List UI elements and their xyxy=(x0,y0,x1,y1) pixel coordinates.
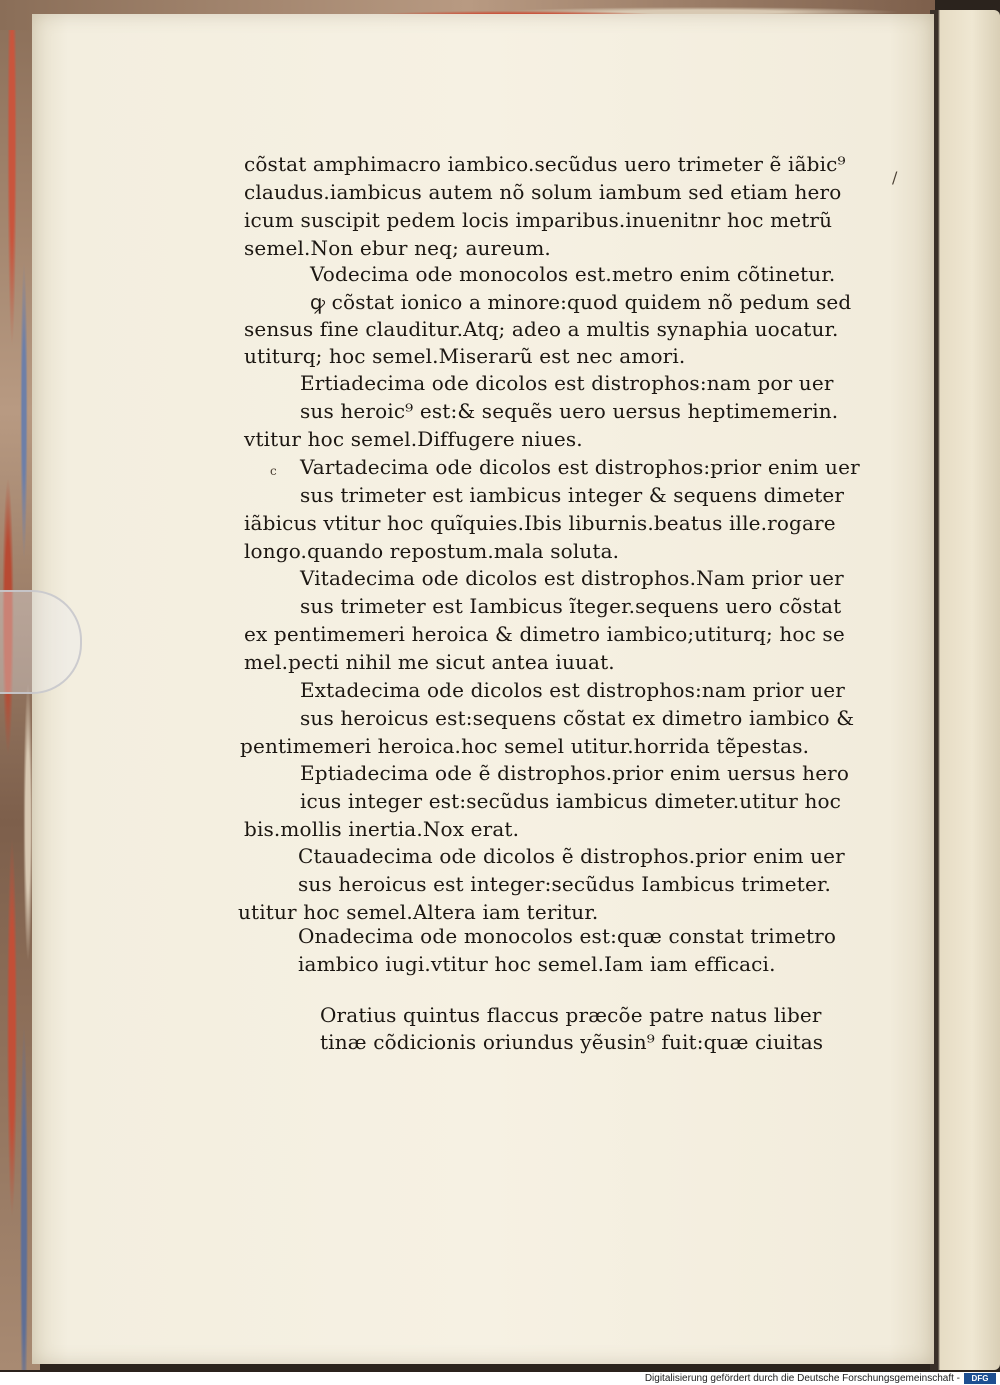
text-line: utitur hoc semel.Altera iam teritur. xyxy=(238,900,599,924)
text-line: Extadecima ode dicolos est distrophos:nam prior uer xyxy=(300,678,845,702)
text-line: Ertiadecima ode dicolos est distrophos:nam por uer xyxy=(300,371,834,395)
text-line: claudus.iambicus autem nõ solum iambum sed etiam hero xyxy=(244,180,842,204)
text-line: sus heroicus est integer:secũdus Iambicus trimeter. xyxy=(298,872,831,896)
dfg-logo: DFG xyxy=(964,1373,996,1384)
text-line: tinæ cõdicionis oriundus yẽusin⁹ fuit:quæ ciuitas xyxy=(320,1030,824,1054)
text-line: Onadecima ode monocolos est:quæ constat trimetro xyxy=(298,924,837,948)
text-line: iãbicus vtitur hoc quĩquies.Ibis liburnis.beatus ille.rogare xyxy=(244,511,836,535)
text-line: Vitadecima ode dicolos est distrophos.Nam prior uer xyxy=(300,566,844,590)
text-line: icus integer est:secũdus iambicus dimeter.utitur hoc xyxy=(300,789,842,813)
text-line: Vartadecima ode dicolos est distrophos:prior enim uer xyxy=(300,455,860,479)
text-line: longo.quando repostum.mala soluta. xyxy=(244,539,620,563)
text-line: sus trimeter est iambicus integer & sequens dimeter xyxy=(300,483,845,507)
text-line: utiturq; hoc semel.Miserarũ est nec amori. xyxy=(244,344,686,368)
bullet-mark: c xyxy=(270,464,277,478)
margin-mark: / xyxy=(892,168,898,187)
text-line: Ctauadecima ode dicolos ẽ distrophos.prior enim uer xyxy=(298,844,845,868)
text-line: Oratius quintus flaccus præcõe patre natus liber xyxy=(320,1003,822,1027)
text-line: ex pentimemeri heroica & dimetro iambico;utiturq; hoc se xyxy=(244,622,845,646)
text-line: semel.Non ebur neq; aureum. xyxy=(244,236,551,260)
text-line: Eptiadecima ode ẽ distrophos.prior enim uersus hero xyxy=(300,761,850,785)
text-line: vtitur hoc semel.Diffugere niues. xyxy=(244,427,583,451)
text-line: sus heroic⁹ est:& sequẽs uero uersus heptimemerin. xyxy=(300,399,839,423)
text-line: sus heroicus est:sequens cõstat ex dimetro iambico & xyxy=(300,706,855,730)
text-line: bis.mollis inertia.Nox erat. xyxy=(244,817,520,841)
text-line: mel.pecti nihil me sicut antea iuuat. xyxy=(244,650,615,674)
text-line: cõstat amphimacro iambico.secũdus uero trimeter ẽ iãbic⁹ xyxy=(244,152,846,176)
text-line: sensus fine clauditur.Atq; adeo a multis synaphia uocatur. xyxy=(244,317,839,341)
text-line: sus trimeter est Iambicus ĩteger.sequens uero cõstat xyxy=(300,594,842,618)
text-line: pentimemeri heroica.hoc semel utitur.horrida tẽpestas. xyxy=(240,734,810,758)
text-line: Vodecima ode monocolos est.metro enim cõtinetur. xyxy=(310,262,836,286)
text-line: ꝙ cõstat ionico a minore:quod quidem nõ pedum sed xyxy=(310,290,852,314)
text-line: icum suscipit pedem locis imparibus.inuenitnr hoc metrũ xyxy=(244,208,833,232)
footer-bar xyxy=(0,1372,1000,1385)
footer-credit: Digitalisierung gefördert durch die Deutsche Forschungsgemeinschaft - xyxy=(644,1373,960,1384)
text-line: iambico iugi.vtitur hoc semel.Iam iam efficaci. xyxy=(298,952,776,976)
